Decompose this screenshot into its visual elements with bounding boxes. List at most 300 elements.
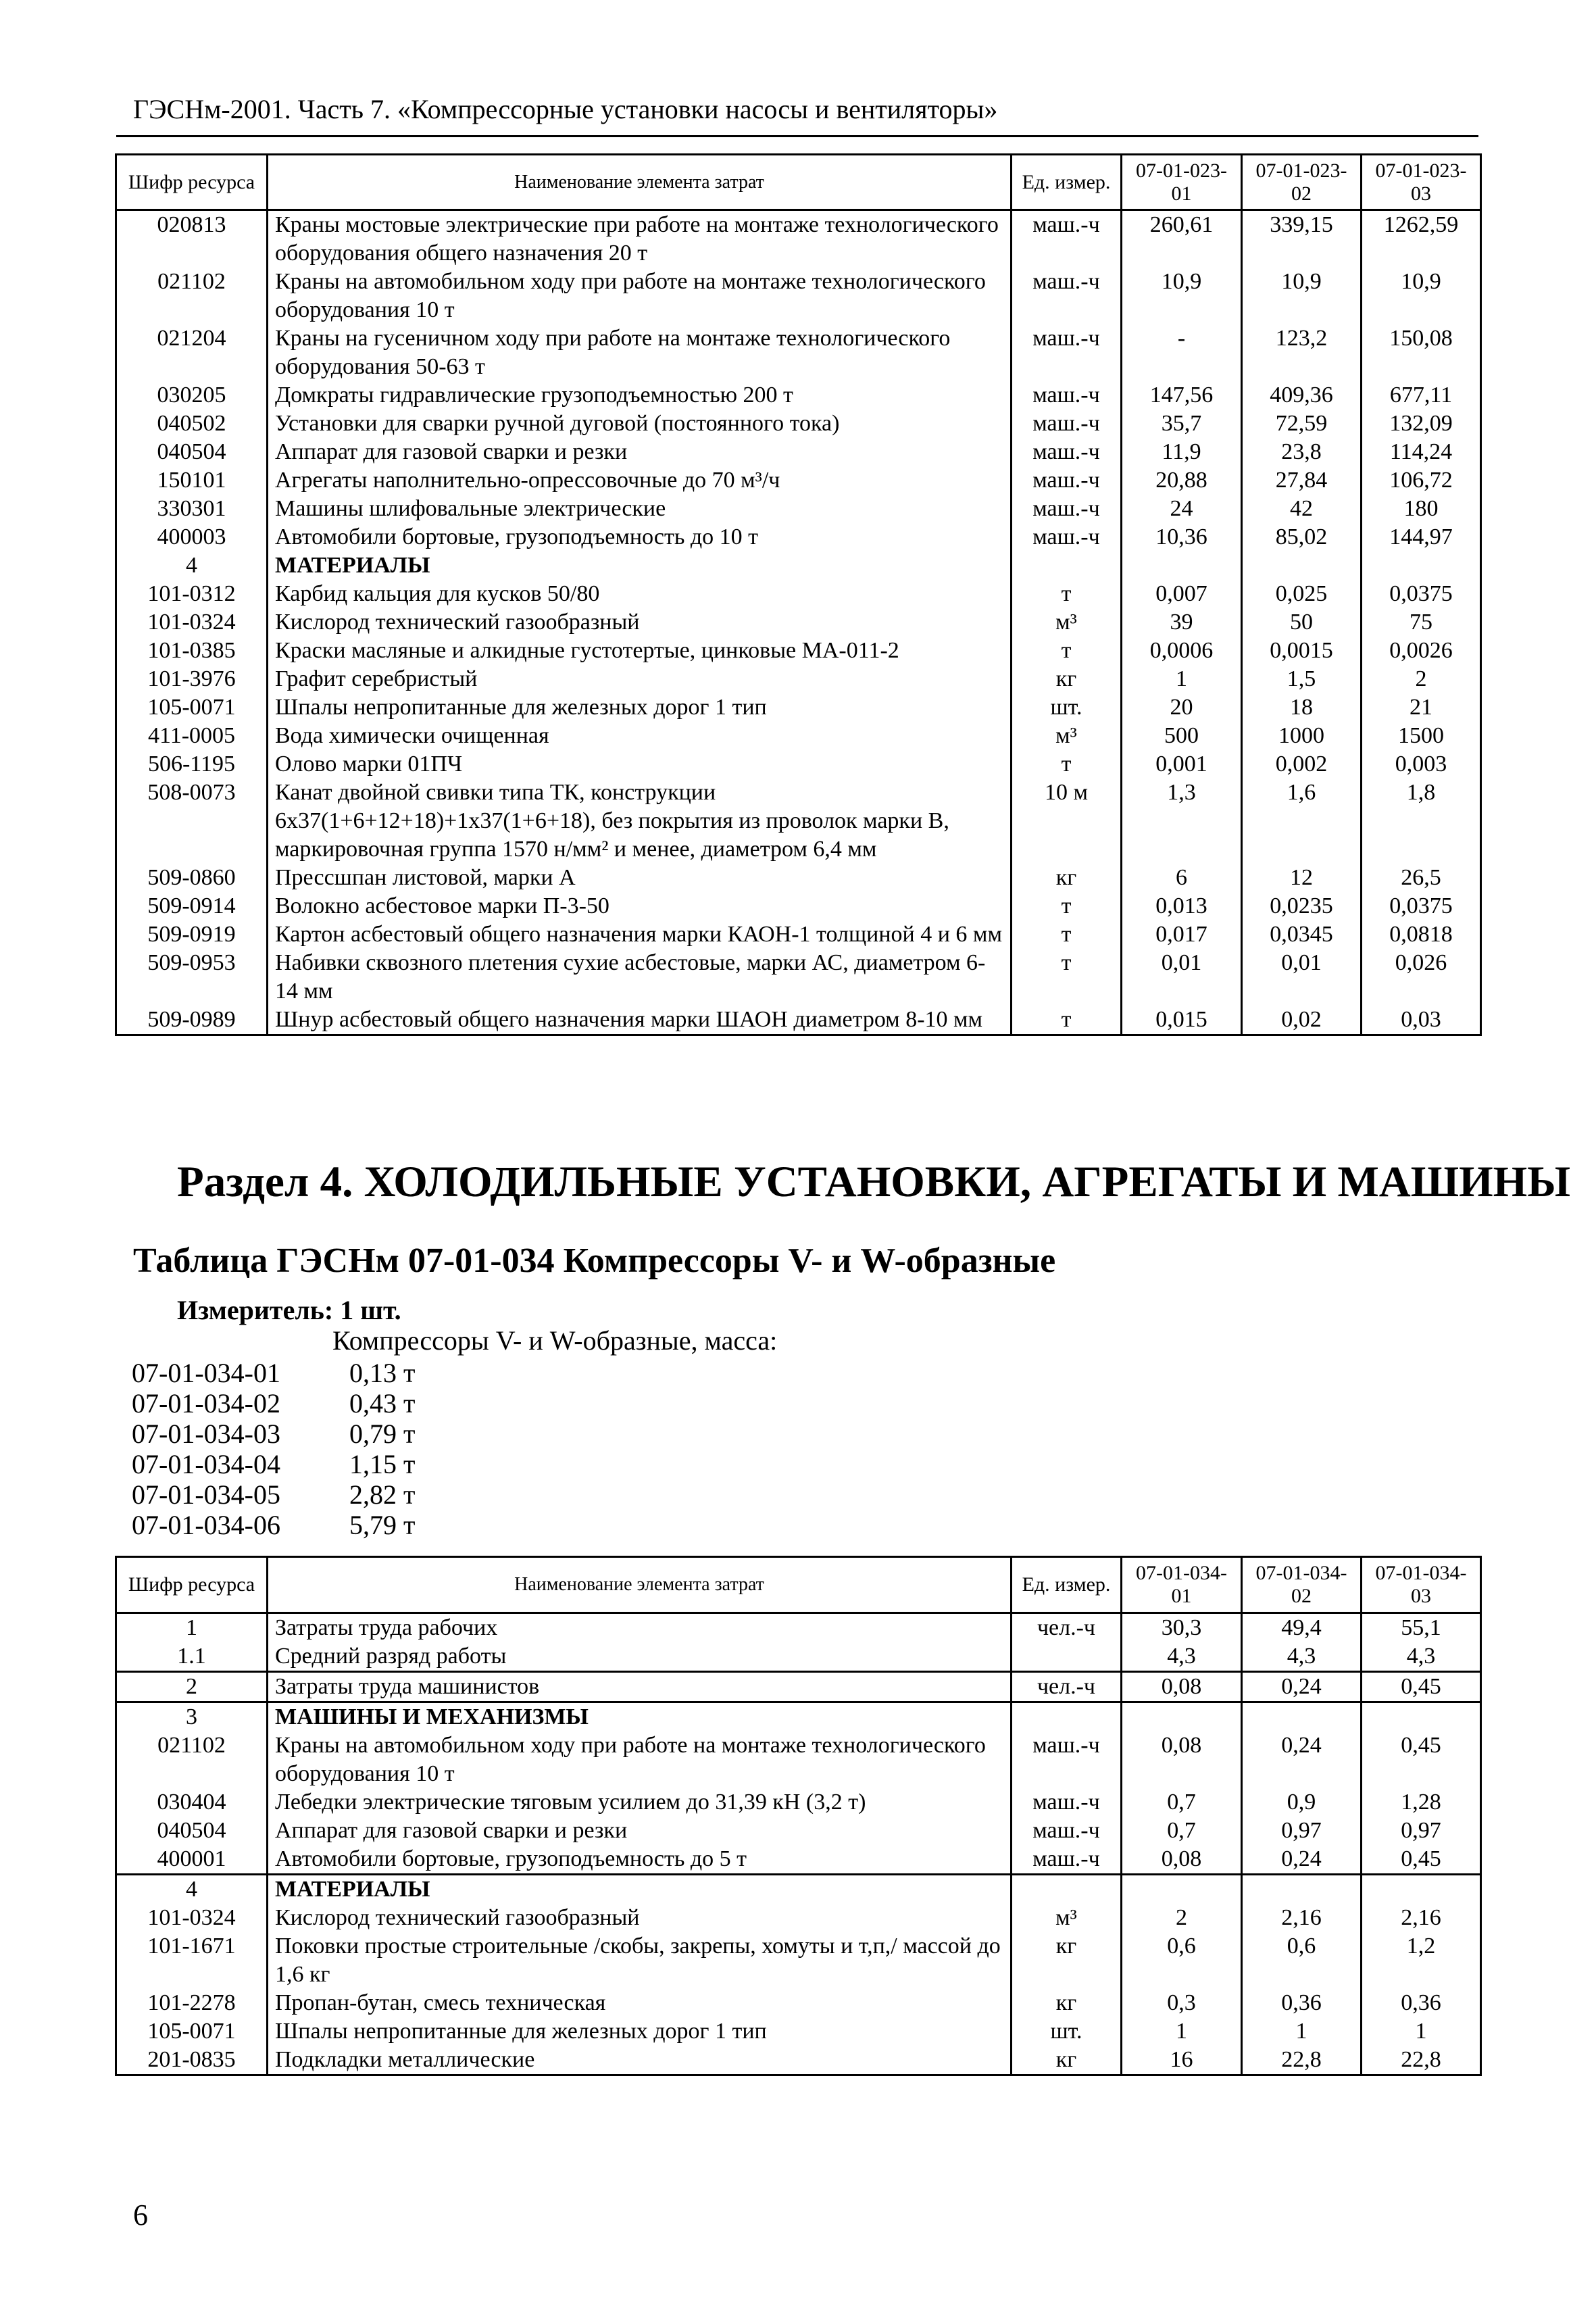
resource-code: 3: [116, 1702, 268, 1732]
value-cell: 1262,59: [1362, 210, 1481, 268]
resource-unit: маш.-ч: [1012, 1817, 1122, 1845]
table-row: [116, 949, 1481, 1006]
value-cell: [1362, 551, 1481, 580]
resource-code: 101-0324: [116, 1904, 268, 1932]
value-cell: 0,6: [1242, 1932, 1362, 1989]
value-cell: 20: [1122, 693, 1242, 722]
value-cell: 123,2: [1242, 324, 1362, 381]
table-body: [116, 1613, 1481, 2075]
resource-unit: [1012, 1642, 1122, 1672]
resource-name: Машины шлифовальные электрические: [268, 495, 1012, 523]
value-cell: 72,59: [1242, 410, 1362, 438]
value-cell: 4,3: [1122, 1642, 1242, 1672]
value-cell: 0,03: [1362, 1006, 1481, 1035]
value-cell: [1122, 551, 1242, 580]
table-row: [116, 466, 1481, 495]
resource-unit: маш.-ч: [1012, 268, 1122, 324]
resource-unit: маш.-ч: [1012, 1845, 1122, 1875]
resource-name: Карбид кальция для кусков 50/80: [268, 580, 1012, 608]
table-row: [116, 2017, 1481, 2046]
resource-name: Лебедки электрические тяговым усилием до 31,39 кН (3,2 т): [268, 1788, 1012, 1817]
value-cell: 75: [1362, 608, 1481, 637]
value-cell: 0,001: [1122, 750, 1242, 779]
resource-code: 101-3976: [116, 665, 268, 693]
value-cell: 0,3: [1122, 1989, 1242, 2017]
resource-code: 2: [116, 1672, 268, 1702]
resource-name: Картон асбестовый общего назначения марки КАОН-1 толщиной 4 и 6 мм: [268, 920, 1012, 949]
variant-code: 07-01-034-06: [132, 1510, 280, 1540]
value-cell: 144,97: [1362, 523, 1481, 551]
value-cell: 0,015: [1122, 1006, 1242, 1035]
resource-name: Пропан-бутан, смесь техническая: [268, 1989, 1012, 2017]
resource-unit: маш.-ч: [1012, 1731, 1122, 1788]
variant-item: [132, 1448, 415, 1479]
value-cell: 0,08: [1122, 1731, 1242, 1788]
value-cell: 16: [1122, 2046, 1242, 2075]
value-cell: 0,0345: [1242, 920, 1362, 949]
resource-name: Автомобили бортовые, грузоподъемность до 10 т: [268, 523, 1012, 551]
value-cell: 1: [1122, 2017, 1242, 2046]
table-title: Таблица ГЭСНм 07-01-034 Компрессоры V- и W-образные: [133, 1241, 1056, 1280]
resource-code: 1: [116, 1613, 268, 1643]
resource-name: Краны на автомобильном ходу при работе на монтаже технологического оборудования 10 т: [268, 1731, 1012, 1788]
resource-name: Набивки сквозного плетения сухие асбестовые, марки АС, диаметром 6-14 мм: [268, 949, 1012, 1006]
value-cell: 0,6: [1122, 1932, 1242, 1989]
page-number: 6: [133, 2198, 148, 2232]
resource-unit: маш.-ч: [1012, 381, 1122, 410]
variant-code: 07-01-034-03: [132, 1419, 280, 1449]
resource-unit: маш.-ч: [1012, 210, 1122, 268]
resource-name: Канат двойной свивки типа ТК, конструкции 6х37(1+6+12+18)+1х37(1+6+18), без покрытия из проволок марки В, маркировочная группа 1570 н/мм² и менее, диаметром 6,4 мм: [268, 779, 1012, 864]
value-cell: 50: [1242, 608, 1362, 637]
value-cell: 0,36: [1362, 1989, 1481, 2017]
resource-code: 506-1195: [116, 750, 268, 779]
variant-item: [132, 1479, 415, 1509]
resource-unit: м³: [1012, 608, 1122, 637]
resource-code: 509-0953: [116, 949, 268, 1006]
resource-unit: кг: [1012, 1989, 1122, 2017]
table-row: [116, 1989, 1481, 2017]
resource-name: МАТЕРИАЛЫ: [268, 1875, 1012, 1904]
resource-code: 101-1671: [116, 1932, 268, 1989]
resource-name: Кислород технический газообразный: [268, 608, 1012, 637]
variant-mass: 0,79 т: [349, 1419, 416, 1449]
value-cell: 1,8: [1362, 779, 1481, 864]
resource-unit: [1012, 1875, 1122, 1904]
value-cell: 0,97: [1242, 1817, 1362, 1845]
resource-code: 509-0989: [116, 1006, 268, 1035]
value-cell: 339,15: [1242, 210, 1362, 268]
resource-name: Домкраты гидравлические грузоподъемностью 200 т: [268, 381, 1012, 410]
value-cell: 12: [1242, 864, 1362, 892]
value-cell: 1: [1122, 665, 1242, 693]
resource-unit: шт.: [1012, 693, 1122, 722]
resource-code: 021204: [116, 324, 268, 381]
resource-code: 4: [116, 551, 268, 580]
value-cell: -: [1122, 324, 1242, 381]
table-row: [116, 779, 1481, 864]
resource-name: Автомобили бортовые, грузоподъемность до 5 т: [268, 1845, 1012, 1875]
col-header-variant: 07-01-023-03: [1362, 155, 1481, 210]
resource-code: 411-0005: [116, 722, 268, 750]
resource-name: Прессшпан листовой, марки А: [268, 864, 1012, 892]
value-cell: 1,6: [1242, 779, 1362, 864]
resource-code: 509-0919: [116, 920, 268, 949]
resource-unit: кг: [1012, 1932, 1122, 1989]
resource-name: Средний разряд работы: [268, 1642, 1012, 1672]
resource-name: Олово марки 01ПЧ: [268, 750, 1012, 779]
header-rule: [116, 135, 1478, 137]
value-cell: [1242, 1875, 1362, 1904]
value-cell: 260,61: [1122, 210, 1242, 268]
table-row: [116, 381, 1481, 410]
col-header-unit: Ед. измер.: [1012, 155, 1122, 210]
value-cell: 2: [1122, 1904, 1242, 1932]
col-header-variant: 07-01-023-01: [1122, 155, 1242, 210]
value-cell: 1: [1362, 2017, 1481, 2046]
resource-name: Волокно асбестовое марки П-3-50: [268, 892, 1012, 920]
resource-unit: кг: [1012, 864, 1122, 892]
value-cell: 0,08: [1122, 1845, 1242, 1875]
variants-title: Компрессоры V- и W-образные, масса:: [332, 1325, 778, 1356]
resource-unit: кг: [1012, 665, 1122, 693]
table-row: [116, 1788, 1481, 1817]
resource-unit: м³: [1012, 722, 1122, 750]
measure-unit: Измеритель: 1 шт.: [177, 1295, 401, 1325]
value-cell: [1242, 551, 1362, 580]
value-cell: 1,28: [1362, 1788, 1481, 1817]
resource-unit: [1012, 551, 1122, 580]
resource-code: 021102: [116, 268, 268, 324]
value-cell: 11,9: [1122, 438, 1242, 466]
table-row: [116, 1731, 1481, 1788]
resource-unit: 10 м: [1012, 779, 1122, 864]
value-cell: 1,2: [1362, 1932, 1481, 1989]
value-cell: [1362, 1875, 1481, 1904]
value-cell: 10,9: [1122, 268, 1242, 324]
value-cell: 0,0375: [1362, 580, 1481, 608]
section-row: [116, 1875, 1481, 1904]
table-row: [116, 1642, 1481, 1672]
resource-unit: кг: [1012, 2046, 1122, 2075]
resource-unit: маш.-ч: [1012, 495, 1122, 523]
resource-code: 1.1: [116, 1642, 268, 1672]
resource-code: 040504: [116, 1817, 268, 1845]
resource-unit: т: [1012, 920, 1122, 949]
value-cell: 0,01: [1242, 949, 1362, 1006]
value-cell: 55,1: [1362, 1613, 1481, 1643]
table-row: [116, 1672, 1481, 1702]
resource-code: 509-0914: [116, 892, 268, 920]
resource-name: Шпалы непропитанные для железных дорог 1 тип: [268, 2017, 1012, 2046]
resource-unit: маш.-ч: [1012, 438, 1122, 466]
value-cell: 2,16: [1242, 1904, 1362, 1932]
variant-mass: 0,13 т: [349, 1358, 416, 1388]
value-cell: 0,7: [1122, 1788, 1242, 1817]
value-cell: 4,3: [1362, 1642, 1481, 1672]
resource-code: 101-0385: [116, 637, 268, 665]
resource-unit: т: [1012, 892, 1122, 920]
resource-code: 508-0073: [116, 779, 268, 864]
value-cell: 20,88: [1122, 466, 1242, 495]
table-row: [116, 665, 1481, 693]
col-header-unit: Ед. измер.: [1012, 1557, 1122, 1613]
value-cell: 27,84: [1242, 466, 1362, 495]
resource-unit: шт.: [1012, 2017, 1122, 2046]
resource-name: Агрегаты наполнительно-опрессовочные до 70 м³/ч: [268, 466, 1012, 495]
resource-table-023: [115, 153, 1482, 1036]
table-body: [116, 210, 1481, 1035]
resource-code: 030404: [116, 1788, 268, 1817]
table-row: [116, 523, 1481, 551]
resource-name: МАШИНЫ И МЕХАНИЗМЫ: [268, 1702, 1012, 1732]
value-cell: [1362, 1702, 1481, 1732]
value-cell: 0,24: [1242, 1731, 1362, 1788]
resource-code: 101-0324: [116, 608, 268, 637]
variant-code: 07-01-034-04: [132, 1449, 280, 1479]
resource-unit: т: [1012, 580, 1122, 608]
value-cell: 22,8: [1362, 2046, 1481, 2075]
value-cell: [1122, 1702, 1242, 1732]
resource-name: Вода химически очищенная: [268, 722, 1012, 750]
resource-name: Кислород технический газообразный: [268, 1904, 1012, 1932]
value-cell: 0,02: [1242, 1006, 1362, 1035]
variant-mass: 1,15 т: [349, 1449, 416, 1479]
value-cell: 18: [1242, 693, 1362, 722]
resource-code: 201-0835: [116, 2046, 268, 2075]
resource-code: 105-0071: [116, 2017, 268, 2046]
resource-code: 040504: [116, 438, 268, 466]
value-cell: 0,45: [1362, 1731, 1481, 1788]
value-cell: 0,025: [1242, 580, 1362, 608]
col-header-name: Наименование элемента затрат: [268, 155, 1012, 210]
value-cell: 0,01: [1122, 949, 1242, 1006]
variant-code: 07-01-034-01: [132, 1358, 280, 1388]
resource-code: 400001: [116, 1845, 268, 1875]
resource-code: 330301: [116, 495, 268, 523]
value-cell: 85,02: [1242, 523, 1362, 551]
value-cell: 1,5: [1242, 665, 1362, 693]
running-header: ГЭСНм-2001. Часть 7. «Компрессорные установки насосы и вентиляторы»: [133, 94, 998, 124]
value-cell: 0,002: [1242, 750, 1362, 779]
variant-item: [132, 1357, 415, 1387]
value-cell: 0,017: [1122, 920, 1242, 949]
value-cell: 677,11: [1362, 381, 1481, 410]
table-row: [116, 268, 1481, 324]
variant-mass: 2,82 т: [349, 1479, 416, 1510]
value-cell: 0,0026: [1362, 637, 1481, 665]
value-cell: 106,72: [1362, 466, 1481, 495]
resource-name: Аппарат для газовой сварки и резки: [268, 1817, 1012, 1845]
table-row: [116, 722, 1481, 750]
variant-item: [132, 1509, 415, 1540]
resource-unit: т: [1012, 1006, 1122, 1035]
table-row: [116, 1006, 1481, 1035]
table-row: [116, 495, 1481, 523]
resource-name: Графит серебристый: [268, 665, 1012, 693]
value-cell: 10,9: [1242, 268, 1362, 324]
value-cell: 0,97: [1362, 1817, 1481, 1845]
value-cell: 0,08: [1122, 1672, 1242, 1702]
value-cell: 0,003: [1362, 750, 1481, 779]
col-header-code: Шифр ресурса: [116, 1557, 268, 1613]
resource-name: Подкладки металлические: [268, 2046, 1012, 2075]
col-header-variant: 07-01-023-02: [1242, 155, 1362, 210]
resource-code: 509-0860: [116, 864, 268, 892]
resource-unit: чел.-ч: [1012, 1613, 1122, 1643]
col-header-variant: 07-01-034-03: [1362, 1557, 1481, 1613]
resource-unit: маш.-ч: [1012, 523, 1122, 551]
value-cell: 0,0375: [1362, 892, 1481, 920]
resource-name: Поковки простые строительные /скобы, закрепы, хомуты и т,п,/ массой до 1,6 кг: [268, 1932, 1012, 1989]
value-cell: 23,8: [1242, 438, 1362, 466]
table-row: [116, 210, 1481, 268]
value-cell: 132,09: [1362, 410, 1481, 438]
value-cell: 114,24: [1362, 438, 1481, 466]
table-row: [116, 438, 1481, 466]
resource-table-034: [115, 1556, 1482, 2076]
value-cell: 1000: [1242, 722, 1362, 750]
resource-unit: т: [1012, 949, 1122, 1006]
value-cell: 0,013: [1122, 892, 1242, 920]
value-cell: 6: [1122, 864, 1242, 892]
value-cell: 49,4: [1242, 1613, 1362, 1643]
value-cell: 0,0015: [1242, 637, 1362, 665]
value-cell: 0,45: [1362, 1672, 1481, 1702]
value-cell: 500: [1122, 722, 1242, 750]
section-row: [116, 1702, 1481, 1732]
value-cell: 0,45: [1362, 1845, 1481, 1875]
resource-unit: т: [1012, 637, 1122, 665]
value-cell: 0,007: [1122, 580, 1242, 608]
resource-name: Затраты труда рабочих: [268, 1613, 1012, 1643]
section-row: [116, 551, 1481, 580]
resource-name: Затраты труда машинистов: [268, 1672, 1012, 1702]
resource-unit: [1012, 1702, 1122, 1732]
table-row: [116, 324, 1481, 381]
value-cell: 1,3: [1122, 779, 1242, 864]
table-row: [116, 920, 1481, 949]
value-cell: [1122, 1875, 1242, 1904]
resource-code: 030205: [116, 381, 268, 410]
value-cell: 147,56: [1122, 381, 1242, 410]
table-row: [116, 1932, 1481, 1989]
value-cell: 0,9: [1242, 1788, 1362, 1817]
value-cell: 10,9: [1362, 268, 1481, 324]
value-cell: 21: [1362, 693, 1481, 722]
resource-code: 4: [116, 1875, 268, 1904]
value-cell: 4,3: [1242, 1642, 1362, 1672]
value-cell: 26,5: [1362, 864, 1481, 892]
value-cell: 0,0235: [1242, 892, 1362, 920]
variant-mass: 5,79 т: [349, 1510, 416, 1540]
resource-name: Шнур асбестовый общего назначения марки ШАОН диаметром 8-10 мм: [268, 1006, 1012, 1035]
resource-name: Краны на гусеничном ходу при работе на монтаже технологического оборудования 50-63 т: [268, 324, 1012, 381]
variant-item: [132, 1387, 415, 1418]
value-cell: 22,8: [1242, 2046, 1362, 2075]
resource-unit: м³: [1012, 1904, 1122, 1932]
resource-unit: маш.-ч: [1012, 410, 1122, 438]
resource-code: 040502: [116, 410, 268, 438]
value-cell: 1500: [1362, 722, 1481, 750]
value-cell: 409,36: [1242, 381, 1362, 410]
resource-name: Шпалы непропитанные для железных дорог 1 тип: [268, 693, 1012, 722]
resource-name: Краски масляные и алкидные густотертые, цинковые МА-011-2: [268, 637, 1012, 665]
section-title: Раздел 4. ХОЛОДИЛЬНЫЕ УСТАНОВКИ, АГРЕГАТЫ И МАШИНЫ: [177, 1158, 1571, 1206]
value-cell: [1242, 1702, 1362, 1732]
resource-name: Установки для сварки ручной дуговой (постоянного тока): [268, 410, 1012, 438]
value-cell: 0,0006: [1122, 637, 1242, 665]
table-row: [116, 410, 1481, 438]
resource-unit: т: [1012, 750, 1122, 779]
value-cell: 30,3: [1122, 1613, 1242, 1643]
col-header-code: Шифр ресурса: [116, 155, 268, 210]
value-cell: 1: [1242, 2017, 1362, 2046]
resource-name: МАТЕРИАЛЫ: [268, 551, 1012, 580]
value-cell: 180: [1362, 495, 1481, 523]
value-cell: 35,7: [1122, 410, 1242, 438]
value-cell: 2: [1362, 665, 1481, 693]
value-cell: 0,7: [1122, 1817, 1242, 1845]
value-cell: 150,08: [1362, 324, 1481, 381]
resource-code: 020813: [116, 210, 268, 268]
table-row: [116, 693, 1481, 722]
resource-name: Аппарат для газовой сварки и резки: [268, 438, 1012, 466]
variant-mass: 0,43 т: [349, 1388, 416, 1419]
resource-unit: маш.-ч: [1012, 466, 1122, 495]
value-cell: 10,36: [1122, 523, 1242, 551]
table-row: [116, 1845, 1481, 1875]
resource-unit: чел.-ч: [1012, 1672, 1122, 1702]
value-cell: 24: [1122, 495, 1242, 523]
table-row: [116, 637, 1481, 665]
resource-code: 105-0071: [116, 693, 268, 722]
value-cell: 0,0818: [1362, 920, 1481, 949]
value-cell: 0,36: [1242, 1989, 1362, 2017]
resource-code: 101-0312: [116, 580, 268, 608]
value-cell: 39: [1122, 608, 1242, 637]
table-row: [116, 864, 1481, 892]
col-header-variant: 07-01-034-01: [1122, 1557, 1242, 1613]
value-cell: 0,24: [1242, 1845, 1362, 1875]
variant-code: 07-01-034-05: [132, 1479, 280, 1510]
resource-name: Краны на автомобильном ходу при работе на монтаже технологического оборудования 10 т: [268, 268, 1012, 324]
resource-name: Краны мостовые электрические при работе на монтаже технологического оборудования общего назначения 20 т: [268, 210, 1012, 268]
resource-code: 101-2278: [116, 1989, 268, 2017]
col-header-variant: 07-01-034-02: [1242, 1557, 1362, 1613]
table-row: [116, 1817, 1481, 1845]
table-row: [116, 1613, 1481, 1643]
value-cell: 42: [1242, 495, 1362, 523]
variants-list: [132, 1357, 415, 1540]
value-cell: 2,16: [1362, 1904, 1481, 1932]
resource-unit: маш.-ч: [1012, 1788, 1122, 1817]
table-row: [116, 580, 1481, 608]
value-cell: 0,24: [1242, 1672, 1362, 1702]
resource-unit: маш.-ч: [1012, 324, 1122, 381]
resource-code: 150101: [116, 466, 268, 495]
table-row: [116, 750, 1481, 779]
resource-code: 400003: [116, 523, 268, 551]
table-row: [116, 2046, 1481, 2075]
table-row: [116, 1904, 1481, 1932]
value-cell: 0,026: [1362, 949, 1481, 1006]
table-row: [116, 608, 1481, 637]
col-header-name: Наименование элемента затрат: [268, 1557, 1012, 1613]
variant-code: 07-01-034-02: [132, 1388, 280, 1419]
variant-item: [132, 1418, 415, 1448]
resource-code: 021102: [116, 1731, 268, 1788]
